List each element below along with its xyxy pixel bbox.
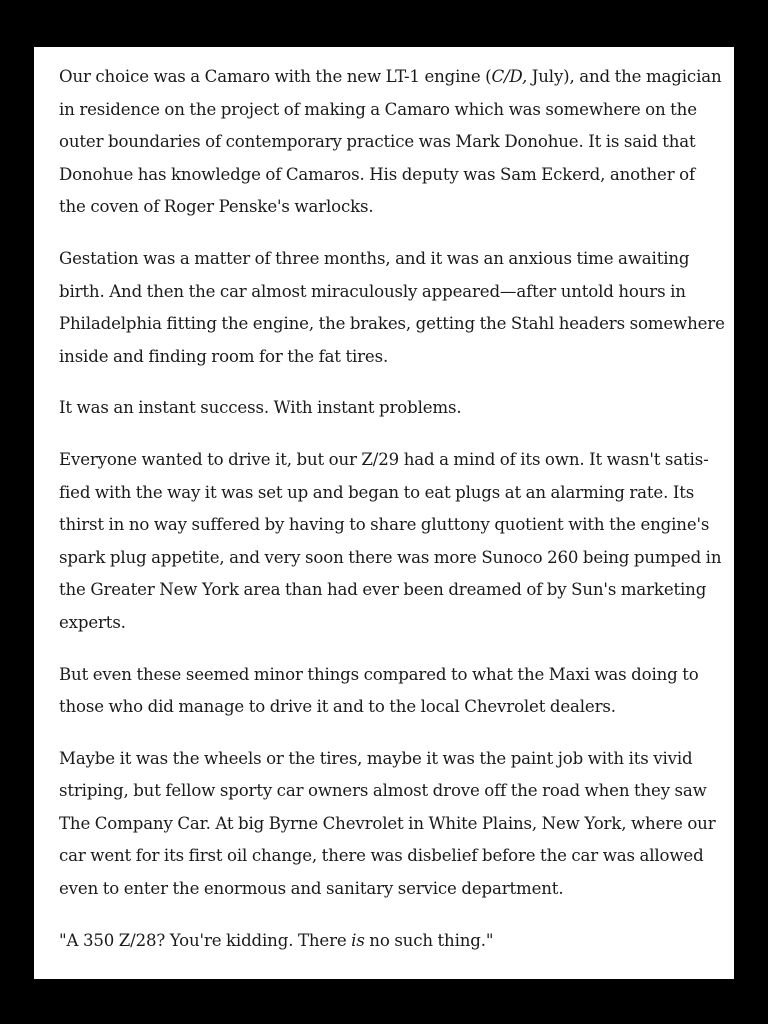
magazine-citation: C/D,: [491, 67, 528, 86]
paragraph-3: [59, 392, 726, 425]
paragraph-5: [59, 659, 726, 724]
document-page: [34, 47, 734, 979]
paragraph-1: [59, 61, 726, 224]
text-run: Our choice was a Camaro with the new LT-1 engine (: [59, 67, 492, 86]
paragraph-4: [59, 444, 726, 640]
text-run: But even these seemed minor things compared to what the Maxi was doing to those who did manage to drive it and to the local Chevrolet dealers.: [59, 664, 699, 717]
paragraph-7: [59, 925, 726, 958]
text-run: Maybe it was the wheels or the tires, maybe it was the paint job with its vivid striping, but fellow sporty car owners almost drove off the road when they saw The Company Car. At big Byrne Chevrolet in White Plains, New York, where our car went for its first oil change, there was disbelief before the car was allowed even to enter the enormous and sanitary service department.: [59, 748, 716, 899]
text-run: Everyone wanted to drive it, but our Z/29 had a mind of its own. It wasn't satisfied with the way it was set up and began to eat plugs at an alarming rate. Its thirst in no way suffered by having to share gluttony quotient with the engine's spark plug appetite, and very soon there was more Sunoco 260 being pumped in the Greater New York area than had ever been dreamed of by Sun's marketing experts.: [59, 449, 722, 632]
emphasis: is: [351, 930, 365, 950]
text-run: "A 350 Z/28? You're kidding. There: [59, 930, 352, 950]
paragraph-2: [59, 243, 726, 373]
text-run: July), and the magician in residence on the project of making a Camaro which was somewhere on the outer boundaries of contemporary practice was Mark Donohue. It is said that Donohue has knowledge of Camaros. His deputy was Sam Eckerd, another of the coven of Roger Penske's warlocks.: [59, 67, 722, 217]
text-run: It was an instant success. With instant problems.: [59, 398, 462, 418]
text-run: Gestation was a matter of three months, and it was an anxious time awaiting birth. And then the car almost miraculously appeared—after untold hours in Philadelphia fitting the engine, the brakes, getting the Stahl headers somewhere inside and finding room for the fat tires.: [59, 248, 725, 366]
paragraph-6: [59, 743, 726, 906]
text-run: no such thing.": [364, 930, 494, 950]
